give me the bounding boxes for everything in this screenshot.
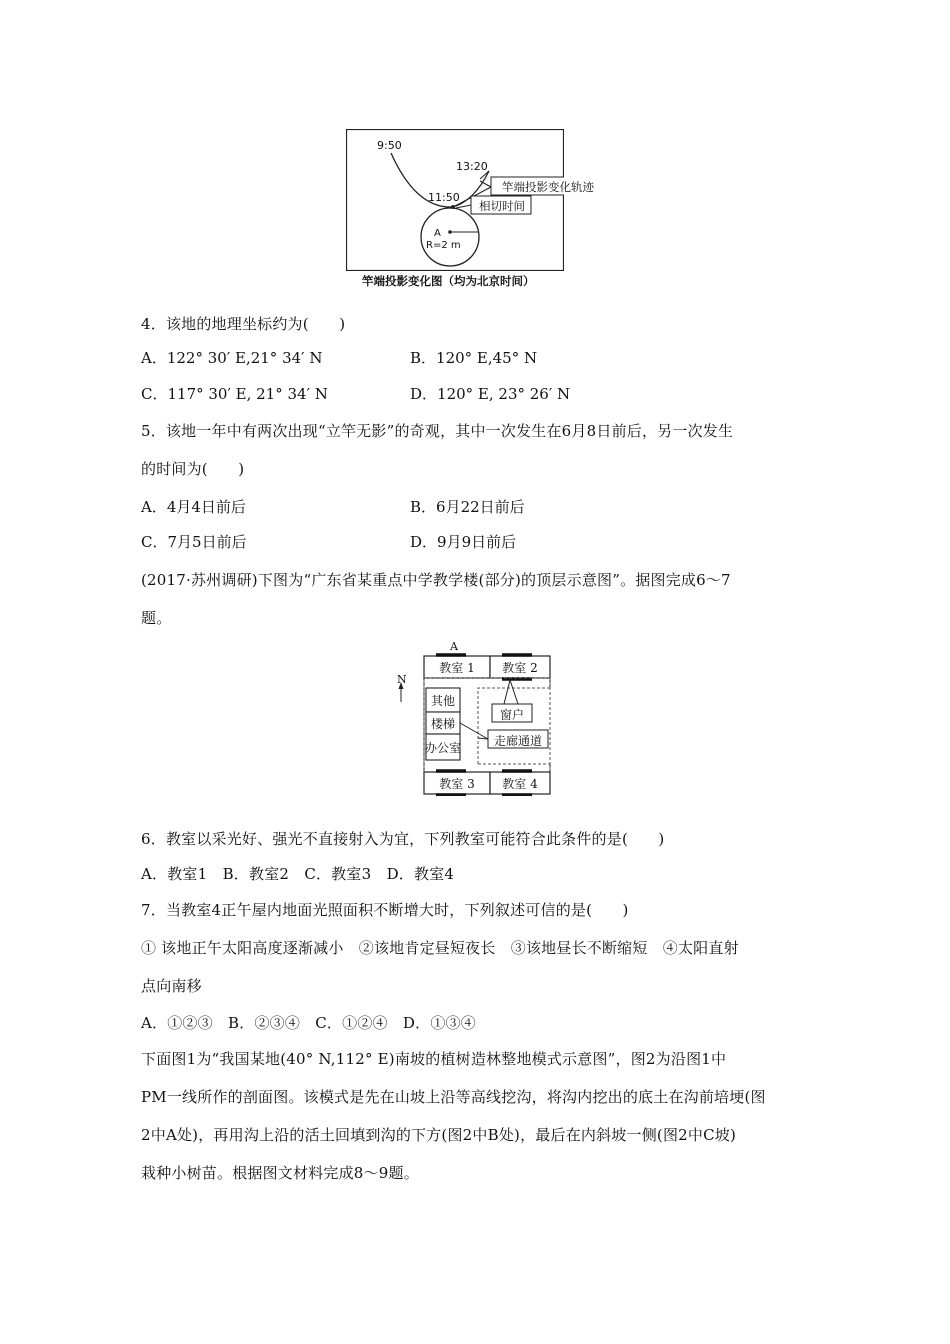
corridor-callout-label: 走廊通道 <box>493 734 542 748</box>
classroom-4-label: 教室 4 <box>502 777 538 791</box>
intro89-line3: 2中A处)，再用沟上沿的活土回填到沟的下方(图2中B处)，最后在内斜坡一侧(图2中C坡) <box>141 1126 737 1144</box>
intro89-line2: PM一线所作的剖面图。该模式是先在山坡上沿等高线挖沟，将沟内挖出的底土在沟前培埂(图 <box>141 1088 766 1106</box>
q7-statements-line1: ① 该地正午太阳高度逐渐减小 ②该地肯定昼短夜长 ③该地昼长不断缩短 ④太阳直射 <box>141 939 739 957</box>
classroom-2-label: 教室 2 <box>502 661 538 675</box>
q4-option-c: C．117° 30′ E, 21° 34′ N <box>141 385 328 403</box>
q5-stem-line1: 5．该地一年中有两次出现“立竿无影”的奇观，其中一次发生在6月8日前后，另一次发生 <box>141 422 734 440</box>
time-1150-label: 11:50 <box>428 191 460 204</box>
q5-option-c: C．7月5日前后 <box>141 533 247 551</box>
window-a-label: A <box>450 640 458 653</box>
classroom-3-label: 教室 3 <box>439 777 475 791</box>
time-1320-label: 13:20 <box>456 160 488 173</box>
q7-statements-line2: 点向南移 <box>141 977 202 995</box>
tangent-callout-label: 相切时间 <box>479 199 525 213</box>
q4-option-d: D．120° E, 23° 26′ N <box>410 385 571 403</box>
q7-options: A．①②③ B．②③④ C．①②④ D．①③④ <box>141 1014 476 1032</box>
stairs-label: 楼梯 <box>430 717 455 731</box>
figure1-caption: 竿端投影变化图（均为北京时间） <box>362 274 535 288</box>
q5-option-b: B．6月22日前后 <box>410 498 525 516</box>
intro67-line1: (2017·苏州调研)下图为“广东省某重点中学教学楼(部分)的顶层示意图”。据图完成6～7 <box>141 571 731 589</box>
point-a-label: A <box>434 228 441 239</box>
classroom-1-label: 教室 1 <box>439 661 475 675</box>
q5-stem-line2: 的时间为( ) <box>141 460 245 478</box>
q6-stem: 6．教室以采光好、强光不直接射入为宜，下列教室可能符合此条件的是( ) <box>141 830 665 848</box>
q4-option-a: A．122° 30′ E,21° 34′ N <box>141 349 323 367</box>
q5-option-a: A．4月4日前后 <box>141 498 246 516</box>
intro89-line4: 栽种小树苗。根据图文材料完成8～9题。 <box>141 1164 419 1182</box>
track-callout-label: 竿端投影变化轨迹 <box>502 180 594 194</box>
radius-label: R=2 m <box>426 240 461 251</box>
intro67-line2: 题。 <box>141 609 172 627</box>
q5-option-d: D．9月9日前后 <box>410 533 517 551</box>
office-label: 办公室 <box>424 741 461 755</box>
q4-option-b: B．120° E,45° N <box>410 349 538 367</box>
q4-stem: 4．该地的地理坐标约为( ) <box>141 315 346 333</box>
north-label: N <box>397 673 407 686</box>
other-room-label: 其他 <box>430 694 455 708</box>
intro89-line1: 下面图1为“我国某地(40° N,112° E)南坡的植树造林整地模式示意图”，图2为沿图1中 <box>141 1050 727 1068</box>
q6-options: A．教室1 B．教室2 C．教室3 D．教室4 <box>141 865 455 883</box>
q7-stem: 7．当教室4正午屋内地面光照面积不断增大时，下列叙述可信的是( ) <box>141 901 629 919</box>
time-950-label: 9:50 <box>377 139 402 152</box>
window-callout-label: 窗户 <box>499 708 524 722</box>
